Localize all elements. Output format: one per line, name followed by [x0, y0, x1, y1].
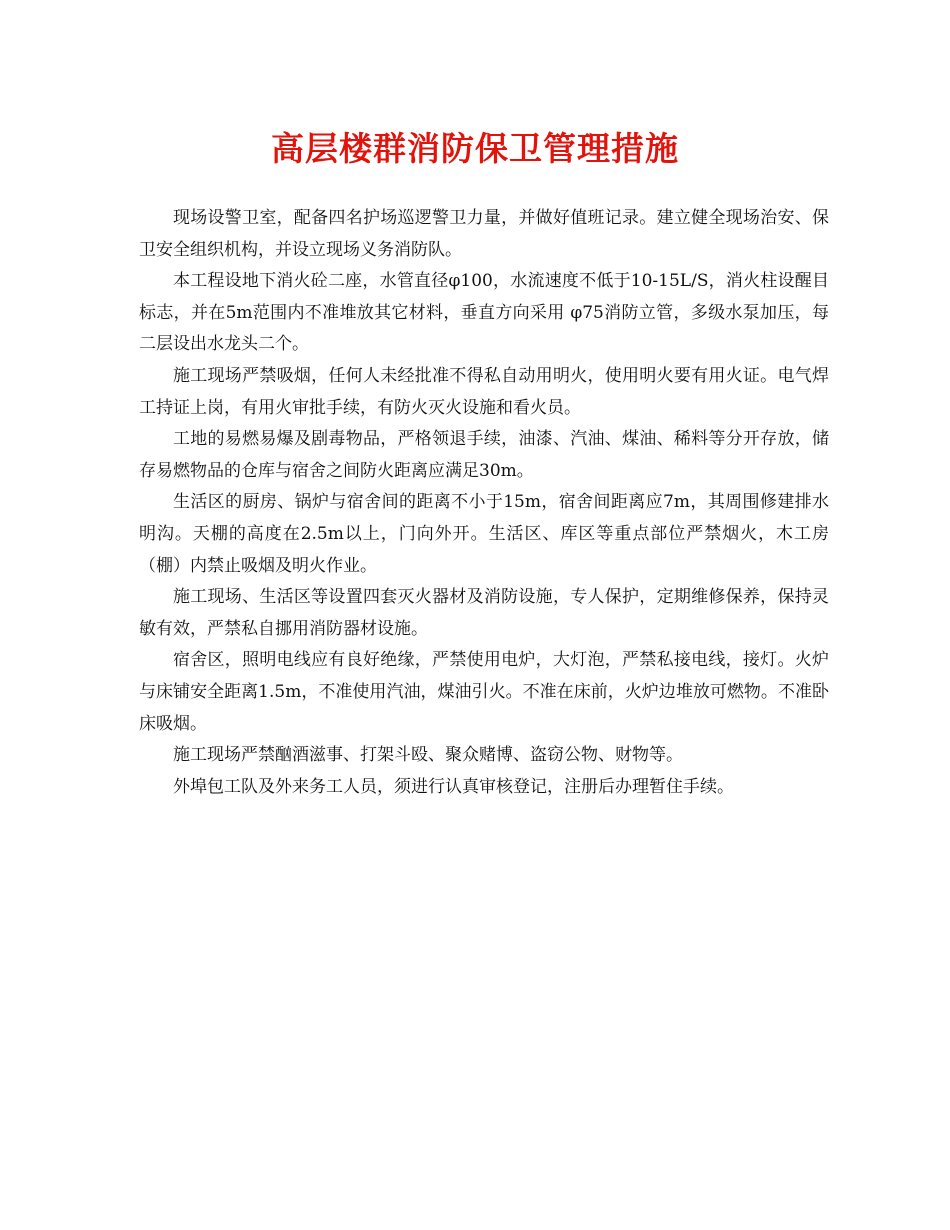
paragraph-fire-hydrant: 本工程设地下消火砼二座，水管直径φ100，水流速度不低于10-15L/S，消火柱设醒目标志，并在5m范围内不准堆放其它材料，垂直方向采用 φ75消防立管，多级水泵加压，每二层设出水龙头二个。: [139, 271, 829, 355]
paragraph-extinguishers: 施工现场、生活区等设置四套灭火器材及消防设施，专人保护，定期维修保养，保持灵敏有效，严禁私自挪用消防器材设施。: [139, 587, 829, 639]
paragraph-no-smoking: 施工现场严禁吸烟，任何人未经批准不得私自动用明火，使用明火要有用火证。电气焊工持证上岗，有用火审批手续，有防火灭火设施和看火员。: [139, 365, 829, 418]
paragraph-flammable-goods: 工地的易燃易爆及剧毒物品，严格领退手续，油漆、汽油、煤油、稀料等分开存放，储存易燃物品的仓库与宿舍之间防火距离应满足30m。: [139, 429, 829, 481]
paragraph-conduct: 施工现场严禁酗酒滋事、打架斗殴、聚众赌博、盗窃公物、财物等。: [173, 745, 683, 766]
paragraph-registration: 外埠包工队及外来务工人员，须进行认真审核登记，注册后办理暂住手续。: [173, 776, 734, 797]
paragraph-security-room: 现场设警卫室，配备四名护场巡逻警卫力量，并做好值班记录。建立健全现场治安、保卫安全组织机构，并设立现场义务消防队。: [139, 208, 829, 260]
paragraph-living-area: 生活区的厨房、锅炉与宿舍间的距离不小于15m，宿舍间距离应7m，其周围修建排水明沟。天棚的高度在2.5m以上，门向外开。生活区、库区等重点部位严禁烟火，木工房（棚）内禁止吸烟及明火作业。: [139, 492, 829, 576]
document-body: [139, 203, 829, 803]
paragraph-dormitory: 宿舍区，照明电线应有良好绝缘，严禁使用电炉，大灯泡，严禁私接电线，接灯。火炉与床铺安全距离1.5m，不准使用汽油，煤油引火。不准在床前，火炉边堆放可燃物。不准卧床吸烟。: [139, 650, 829, 734]
document-title: 高层楼群消防保卫管理措施: [271, 129, 679, 168]
